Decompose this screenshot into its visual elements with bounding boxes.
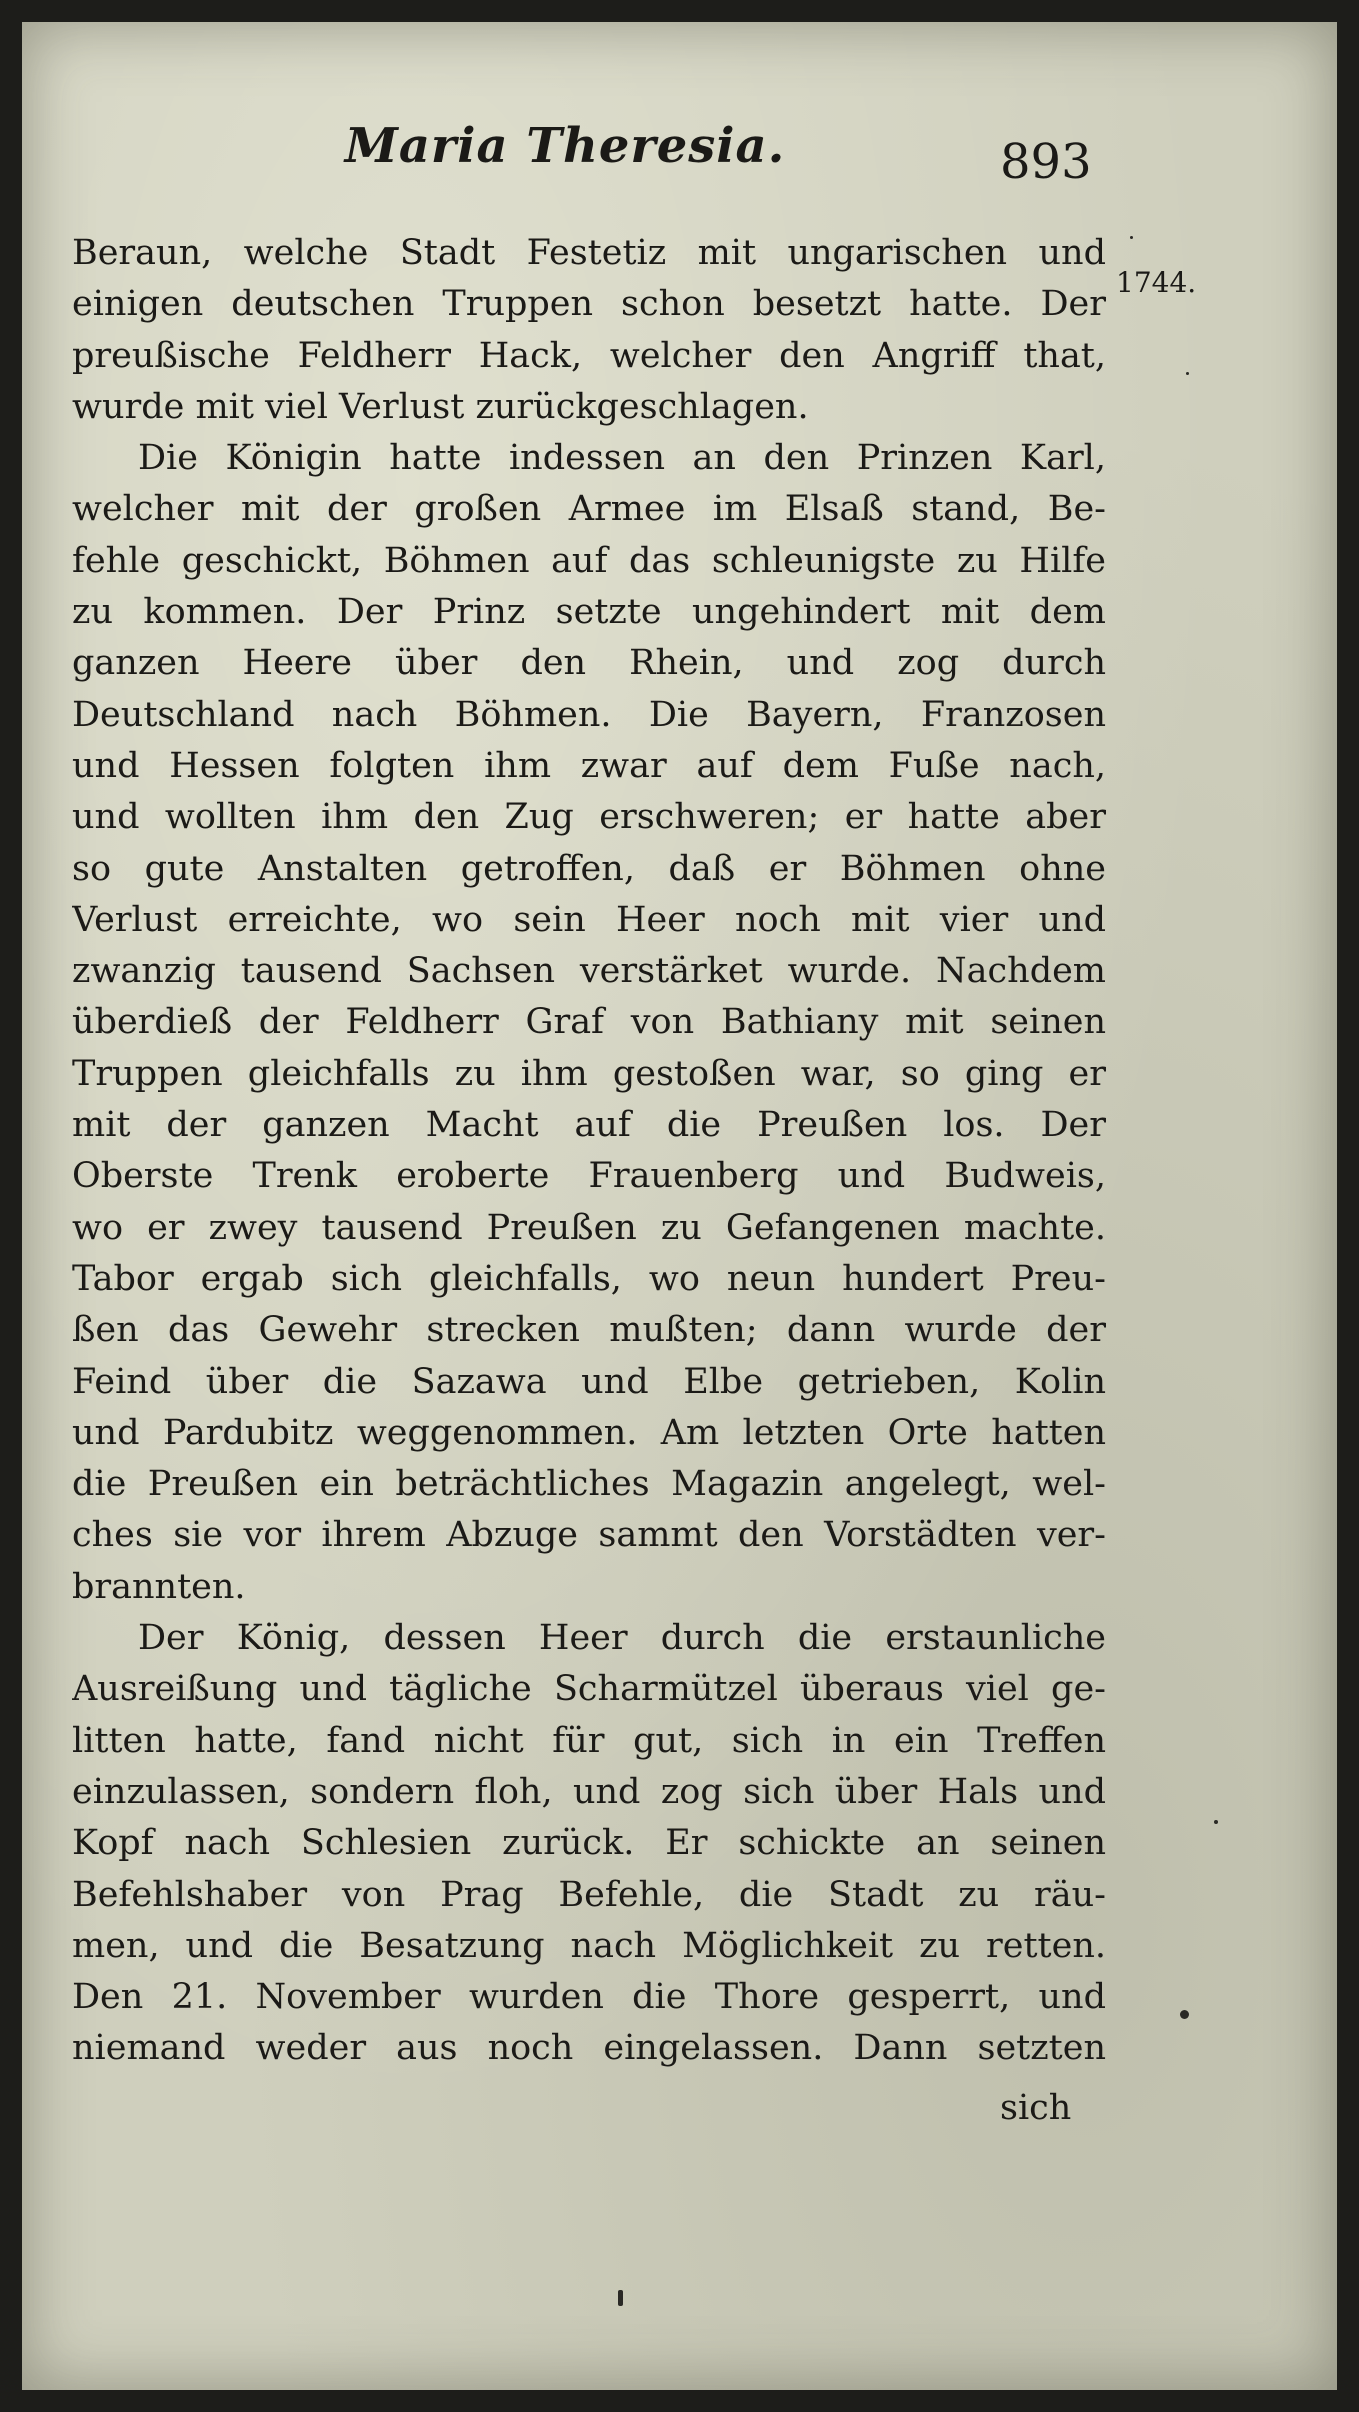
text-line: Den 21. November wurden die Thore gesperrt, und [72,1977,1106,2018]
text-line: wo er zwey tausend Preußen zu Gefangenen machte. [72,1207,1106,1248]
text-line: ganzen Heere über den Rhein, und zog durch [72,643,1106,684]
text-line: Die Königin hatte indessen an den Prinzen Karl, [138,438,1106,479]
text-line: so gute Anstalten getroffen, daß er Böhmen ohne [72,848,1106,889]
text-line: litten hatte, fand nicht für gut, sich in ein Treffen [72,1720,1106,1761]
text-line: Kopf nach Schlesien zurück. Er schickte an seinen [72,1823,1106,1864]
margin-year-note: 1744. [1116,266,1197,299]
text-line: Tabor ergab sich gleichfalls, wo neun hundert Preu- [72,1258,1106,1299]
text-line: überdieß der Feldherr Graf von Bathiany mit seinen [72,1002,1106,1043]
ink-speck [1130,236,1133,239]
text-line: und Pardubitz weggenommen. Am letzten Orte hatten [72,1412,1106,1453]
ink-speck [618,2290,623,2306]
text-line: Der König, dessen Heer durch die erstaunliche [138,1618,1106,1659]
text-line: Ausreißung und tägliche Scharmützel überaus viel ge- [72,1669,1106,1710]
text-line: preußische Feldherr Hack, welcher den Angriff that, [72,335,1106,376]
text-line: ßen das Gewehr strecken mußten; dann wurde der [72,1310,1106,1351]
text-line: ches sie vor ihrem Abzuge sammt den Vorstädten ver- [72,1515,1106,1556]
text-line: mit der ganzen Macht auf die Preußen los. Der [72,1105,1106,1146]
page-number: 893 [1000,134,1092,190]
text-line: wurde mit viel Verlust zurückgeschlagen. [72,386,809,427]
ink-speck [1180,2010,1189,2019]
text-line: brannten. [72,1566,246,1607]
body-text [72,228,1106,2075]
text-line: Oberste Trenk eroberte Frauenberg und Budweis, [72,1156,1106,1197]
text-line: und Hessen folgten ihm zwar auf dem Fuße nach, [72,745,1106,786]
text-line: men, und die Besatzung nach Möglichkeit zu retten. [72,1925,1106,1966]
text-line: zwanzig tausend Sachsen verstärket wurde. Nachdem [72,951,1106,992]
text-line: niemand weder aus noch eingelassen. Dann setzten [72,2028,1106,2069]
text-line: fehle geschickt, Böhmen auf das schleunigste zu Hilfe [72,540,1106,581]
ink-speck [1214,1820,1218,1824]
text-line: Verlust erreichte, wo sein Heer noch mit vier und [72,899,1106,940]
text-line: Deutschland nach Böhmen. Die Bayern, Franzosen [72,694,1106,735]
running-head-title: Maria Theresia. [344,118,786,174]
text-line: Befehlshaber von Prag Befehle, die Stadt zu räu- [72,1874,1106,1915]
text-line: Feind über die Sazawa und Elbe getrieben, Kolin [72,1361,1106,1402]
ink-speck [1186,372,1189,375]
text-line: Truppen gleichfalls zu ihm gestoßen war, so ging er [72,1053,1106,1094]
text-line: die Preußen ein beträchtliches Magazin angelegt, wel- [72,1464,1106,1505]
text-line: Beraun, welche Stadt Festetiz mit ungarischen und [72,233,1106,273]
text-line: welcher mit der großen Armee im Elsaß stand, Be- [72,489,1106,530]
catchword: sich [1000,2088,1072,2128]
text-line: und wollten ihm den Zug erschweren; er hatte aber [72,797,1106,838]
text-line: einzulassen, sondern floh, und zog sich über Hals und [72,1771,1106,1812]
text-line: einigen deutschen Truppen schon besetzt hatte. Der [72,284,1106,325]
text-line: zu kommen. Der Prinz setzte ungehindert mit dem [72,592,1106,633]
